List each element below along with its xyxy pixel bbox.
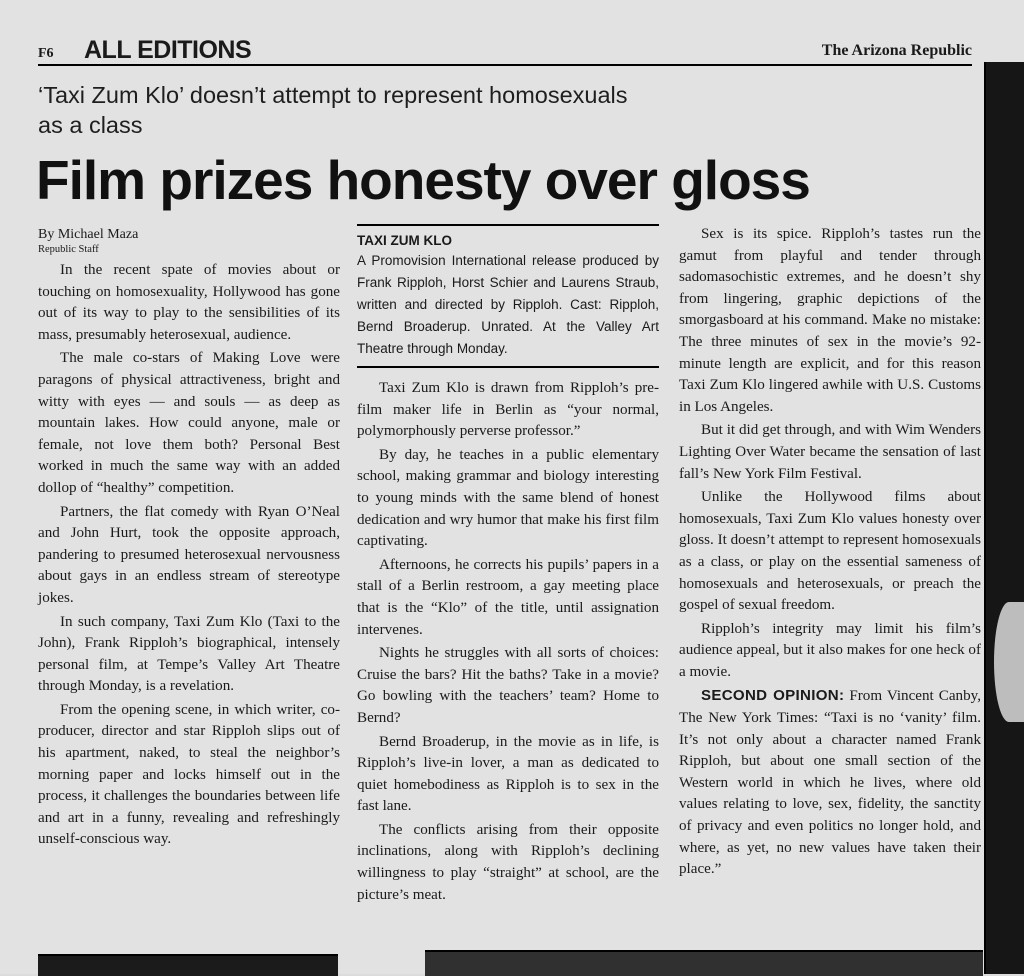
article-headline: Film prizes honesty over gloss xyxy=(36,149,810,211)
paragraph: Sex is its spice. Ripploh’s tastes run the gamut from playful and tender through sadomasochistic extremes, and he doesn’t shy from lingering, graphic depictions of the smorgasboard at his command. Make no mistake: The three minutes of sex in the movie’s 92-minute length are explicit, and for this reason Taxi Zum Klo lingered awhile with U.S. Customs in Los Angeles. xyxy=(679,226,981,415)
paragraph: The conflicts arising from their opposite inclinations, along with Ripploh’s declining willingness to play “straight” at school, are the picture’s meat. xyxy=(357,821,659,903)
paragraph: Ripploh’s integrity may limit his film’s audience appeal, but it also makes for one heck of a movie. xyxy=(679,620,981,680)
film-info-title: TAXI ZUM KLO xyxy=(357,233,452,248)
column-rule xyxy=(984,62,986,974)
paragraph: The male co-stars of Making Love were paragons of physical attractiveness, bright and witty with eyes — and souls — as deep as mountain lakes. How could anyone, male or female, not love them both? Personal Best worked in much the same way with an added dollop of “healthy” competition. xyxy=(38,350,340,496)
paragraph: In such company, Taxi Zum Klo (Taxi to the John), Frank Ripploh’s biographical, intensely personal film, at Tempe’s Valley Art Theatre through Monday, is a revelation. xyxy=(38,613,340,695)
paragraph: But it did get through, and with Wim Wenders Lighting Over Water became the sensation of last fall’s New York Film Festival. xyxy=(679,422,981,482)
newspaper-name: The Arizona Republic xyxy=(821,42,972,59)
byline-title: Republic Staff xyxy=(38,244,99,255)
paragraph: From the opening scene, in which writer, co-producer, director and star Ripploh slips out of his apartment, naked, to steal the neighbor’s morning paper and locks himself out in the process, it challenges the boundaries between life and art in a funny, revealing and refreshingly unself-conscious way. xyxy=(38,701,340,848)
column-3 xyxy=(679,224,981,881)
article-deck: ‘Taxi Zum Klo’ doesn’t attempt to represent homosexuals as a class xyxy=(38,82,628,138)
paragraph: Unlike the Hollywood films about homosexuals, Taxi Zum Klo values honesty over gloss. It doesn’t attempt to represent homosexuals as a class, or play on the essential sameness of homosexuals and heterosexuals, or preach the gospel of sexual freedom. xyxy=(679,489,981,614)
next-article-strip xyxy=(38,954,338,976)
page-number: F6 xyxy=(38,46,54,61)
page-header xyxy=(38,36,972,66)
film-info-text: A Promovision International release produced by Frank Ripploh, Horst Schier and Laurens Straub, written and directed by Ripploh. Cast: Ripploh, Bernd Broaderup. Unrated. At the Valley Art Theatre through Monday. xyxy=(357,253,659,356)
byline: By Michael Maza xyxy=(38,227,139,242)
paragraph: Partners, the flat comedy with Ryan O’Neal and John Hurt, took the opposite approach, pandering to presumed heterosexual nervousness about gays in an endless stream of stereotype jokes. xyxy=(38,503,340,606)
paragraph: Afternoons, he corrects his pupils’ papers in a stall of a Berlin restroom, a gay meeting place that is the “Klo” of the title, until assignation intervenes. xyxy=(357,556,659,638)
film-info-box xyxy=(357,224,659,368)
paragraph: In the recent spate of movies about or touching on homosexuality, Hollywood has gone out of its way to play to the sensibilities of its mass, presumably heterosexual, audience. xyxy=(38,262,340,343)
second-opinion xyxy=(679,685,981,880)
adjacent-photo-edge xyxy=(986,62,1024,974)
paragraph: Bernd Broaderup, in the movie as in life, is Ripploh’s live-in lover, a man as dedicated to quiet homebodiness as Ripploh is to sex in the fast lane. xyxy=(357,733,659,815)
next-photo-strip xyxy=(425,950,983,976)
edition-label: ALL EDITIONS xyxy=(84,36,252,64)
paragraph: Taxi Zum Klo is drawn from Ripploh’s pre-film maker life in Berlin as “your normal, polymorphously perverse professor.” xyxy=(357,380,659,440)
paragraph: By day, he teaches in a public elementary school, making grammar and biology interesting to young minds with the same blend of honest dedication and wry humor that make his first film captivating. xyxy=(357,446,659,550)
column-1 xyxy=(38,224,340,851)
paragraph: Nights he struggles with all sorts of choices: Cruise the bars? Hit the baths? Take in a movie? Go bowling with the teachers’ team? Home to Bernd? xyxy=(357,645,659,726)
second-opinion-label: SECOND OPINION: xyxy=(701,687,845,705)
second-opinion-text: From Vincent Canby, The New York Times: “Taxi is no ‘vanity’ film. It’s not only about a character named Frank Ripploh, but about one small section of the Western world in which he lives, where old values relating to love, sex, fidelity, the sanctity of privacy and even politics no longer hold, and where, as yet, no new values have taken their place.” xyxy=(679,688,981,878)
column-2 xyxy=(357,224,659,906)
